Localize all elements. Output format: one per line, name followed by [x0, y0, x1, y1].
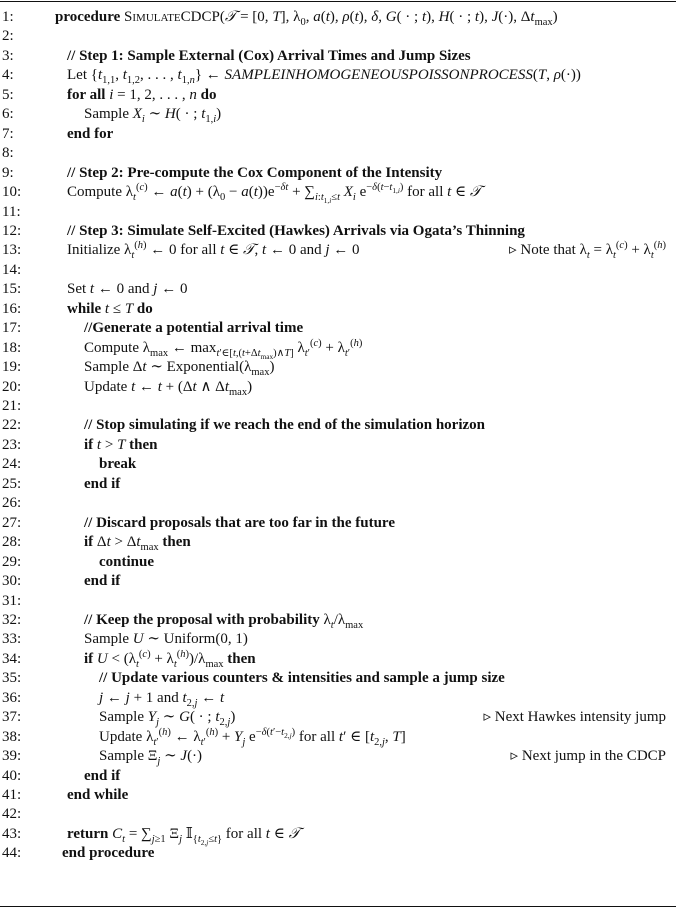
- algorithm-line: [0, 728, 676, 747]
- algorithm-line: [0, 358, 676, 377]
- algorithm-line: [0, 47, 676, 66]
- line-number: 4:: [2, 67, 14, 84]
- algorithm-line: [0, 8, 676, 27]
- line-number: 38:: [2, 728, 22, 745]
- line-number: 36:: [2, 689, 22, 706]
- algorithm-line: [0, 650, 676, 669]
- line-number: 37:: [2, 709, 22, 726]
- line-number: 21:: [2, 398, 22, 414]
- algorithm-line: [0, 378, 676, 397]
- line-content: if t > T then: [84, 436, 158, 453]
- line-content: // Step 1: Sample External (Cox) Arrival Times and Jump Sizes: [67, 47, 471, 64]
- line-number: 43:: [2, 825, 22, 842]
- line-number: 13:: [2, 242, 22, 259]
- line-content: // Keep the proposal with probability $\lambda_t/\lambda_{max}$: [84, 611, 364, 631]
- algorithm-line: [0, 86, 676, 105]
- line-number: 7:: [2, 125, 14, 142]
- algorithm-line: [0, 300, 676, 319]
- line-content: while t ≤ T do: [67, 300, 153, 317]
- line-content: end procedure: [62, 845, 155, 862]
- line-content: // Update various counters & intensities and sample a jump size: [99, 670, 505, 687]
- line-number: 32:: [2, 611, 22, 628]
- line-number: 5:: [2, 86, 14, 103]
- line-content: end if: [84, 475, 121, 492]
- line-content: continue: [99, 553, 155, 570]
- line-comment: ▹ Next jump in the CDCP: [510, 748, 666, 765]
- algorithm-line: [0, 572, 676, 591]
- line-number: 3:: [2, 47, 14, 64]
- algorithm-line: [0, 280, 676, 299]
- algorithm-line: [0, 337, 676, 361]
- line-number: 12:: [2, 222, 22, 239]
- algorithm-line: [0, 514, 676, 533]
- algorithm-line: [0, 592, 676, 611]
- line-number: 35:: [2, 670, 22, 687]
- line-number: 14:: [2, 261, 22, 278]
- line-number: 34:: [2, 650, 22, 667]
- line-number: 20:: [2, 378, 22, 395]
- line-content: //Generate a potential arrival time: [84, 320, 304, 337]
- line-number: 19:: [2, 359, 22, 376]
- line-content: Update t ← t + (Δt ∧ $\Delta t_{max}$): [84, 378, 253, 398]
- line-content: end if: [84, 767, 121, 784]
- algorithm-line: [0, 494, 676, 513]
- line-content: Sample $Y_j$ ∼ G( · ; $t_{2,j}$): [99, 709, 236, 729]
- algorithm-line: [0, 66, 676, 85]
- line-content: for all i = 1, 2, . . . , n do: [67, 86, 217, 103]
- algorithm-line: [0, 533, 676, 552]
- line-content: Let {$t_{1,1}$, $t_{1,2}$, . . . , $t_{1,n}$} ← SAMPLEINHOMOGENEOUSPOISSONPROCESS(T, ρ(·)): [67, 67, 581, 87]
- algorithm-line: [0, 611, 676, 630]
- algorithm-line: [0, 436, 676, 455]
- line-comment: ▹ Note that $\lambda_t = \lambda_t^{(c)} + \lambda_t^{(h)}$: [509, 240, 666, 262]
- line-number: 31:: [2, 592, 22, 609]
- line-content: end while: [67, 787, 129, 803]
- line-number: 41:: [2, 787, 22, 803]
- line-content: break: [99, 456, 137, 473]
- algorithm-line: [0, 825, 676, 847]
- bottom-rule: [0, 906, 676, 907]
- line-number: 29:: [2, 553, 22, 570]
- algorithm-line: [0, 144, 676, 163]
- line-number: 8:: [2, 145, 14, 162]
- line-number: 28:: [2, 534, 22, 551]
- line-number: 40:: [2, 767, 22, 784]
- line-number: 33:: [2, 631, 22, 648]
- line-content: end for: [67, 125, 114, 142]
- line-content: end if: [84, 573, 121, 590]
- line-number: 9:: [2, 164, 14, 181]
- line-content: Sample $X_i$ ∼ H( · ; $t_{1,i}$): [84, 106, 222, 126]
- line-number: 39:: [2, 748, 22, 765]
- line-content: procedure SimulateCDCP(𝒯 = [0, T], $\lambda_0$, a(t), ρ(t), δ, G( · ; t), H( · ; t), J(·), $\Delta t_{max}$): [55, 9, 558, 28]
- line-number: 2:: [2, 28, 14, 45]
- line-content: j ← j + 1 and $t_{2,j}$ ← t: [99, 689, 225, 709]
- algorithm-line: [0, 844, 676, 863]
- algorithm-line: [0, 397, 676, 416]
- line-content: return $C_t = \sum_{j\ge 1}$ $\Xi_j$ 𝕀$_{\{t_{2,j}\le t\}}$ for all t ∈ 𝒯: [67, 825, 301, 847]
- algorithm-line: [0, 241, 676, 260]
- line-number: 42:: [2, 806, 22, 823]
- line-content: Sample U ∼ Uniform(0, 1): [84, 631, 248, 648]
- algorithm-line: [0, 747, 676, 766]
- line-content: Sample Δt ∼ $Exponential(\lambda_{max})$: [84, 359, 275, 379]
- line-content: Compute $\lambda_{max}$ ← $\max_{t'\in[t,(t+\Delta t_{max})\wedge T]} \lambda_{t'}^{(c)} + \lambda_{t'}^{(h)}$: [84, 337, 363, 361]
- line-number: 15:: [2, 281, 22, 298]
- algorithm-line: [0, 319, 676, 338]
- algorithm-line: [0, 669, 676, 688]
- algorithm-line: [0, 455, 676, 474]
- algorithm-line: [0, 630, 676, 649]
- algorithm-line: [0, 553, 676, 572]
- line-content: Initialize $\lambda_t^{(h)}$ ← 0 for all t ∈ 𝒯, t ← 0 and j ← 0: [67, 240, 360, 262]
- line-content: Set t ← 0 and j ← 0: [67, 281, 188, 298]
- line-content: if $U < (\lambda_t^{(c)} + \lambda_t^{(h)})/\lambda_{max}$ then: [84, 648, 256, 670]
- algorithm-line: [0, 203, 676, 222]
- algorithm-line: [0, 689, 676, 708]
- algorithm-line: [0, 805, 676, 824]
- algorithm-line: [0, 708, 676, 727]
- line-content: // Step 3: Simulate Self-Excited (Hawkes) Arrivals via Ogata’s Thinning: [67, 222, 525, 239]
- line-number: 11:: [2, 203, 21, 220]
- algorithm-line: [0, 182, 676, 206]
- line-number: 30:: [2, 573, 22, 590]
- line-number: 6:: [2, 106, 14, 123]
- algorithm-line: [0, 222, 676, 241]
- line-content: Compute $\lambda_t^{(c)}$ ← $a(t) + (\lambda_0 - a(t))e^{-\delta t} + \sum_{i:t_{1,i}\le t}$ $X_i$ $e^{-\delta(t-t_{1,i})}$ for all t ∈ 𝒯: [67, 182, 482, 206]
- line-comment: ▹ Next Hawkes intensity jump: [483, 709, 666, 726]
- line-number: 25:: [2, 475, 22, 492]
- line-content: Sample $\Xi_j$ ∼ J(·): [99, 748, 203, 768]
- line-number: 27:: [2, 514, 22, 531]
- line-content: if $\Delta t > \Delta t_{max}$ then: [84, 534, 191, 554]
- algorithm-line: [0, 475, 676, 494]
- line-number: 23:: [2, 436, 22, 453]
- line-number: 17:: [2, 320, 22, 337]
- algorithm-line: [0, 27, 676, 46]
- line-number: 24:: [2, 456, 22, 473]
- algorithm-line: [0, 416, 676, 435]
- line-content: Update $\lambda_{t'}^{(h)}$ ← $\lambda_{t'}^{(h)} + Y_j$ $e^{-\delta(t'-t_{2,j})}$ for all t′ ∈ [$t_{2,j}$, T]: [99, 726, 406, 748]
- algorithm-line: [0, 164, 676, 183]
- line-content: // Stop simulating if we reach the end of the simulation horizon: [84, 417, 485, 434]
- algorithm-line: [0, 261, 676, 280]
- line-number: 16:: [2, 300, 22, 317]
- line-number: 1:: [2, 9, 14, 25]
- line-content: // Step 2: Pre-compute the Cox Component of the Intensity: [67, 164, 443, 181]
- line-number: 10:: [2, 184, 22, 201]
- algorithm-line: [0, 125, 676, 144]
- line-content: // Discard proposals that are too far in the future: [84, 514, 395, 531]
- line-number: 18:: [2, 339, 22, 356]
- algorithm-line: [0, 105, 676, 124]
- algorithm-line: [0, 767, 676, 786]
- algorithm-line: [0, 786, 676, 805]
- line-number: 26:: [2, 495, 22, 512]
- line-number: 22:: [2, 417, 22, 434]
- line-number: 44:: [2, 845, 22, 862]
